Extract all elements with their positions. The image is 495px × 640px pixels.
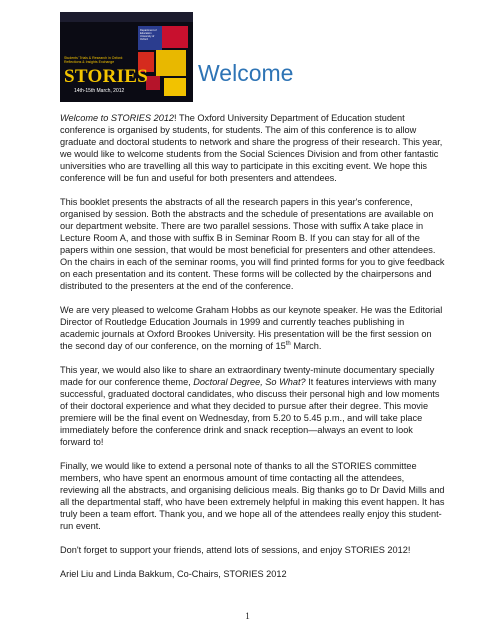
page-title: Welcome bbox=[198, 60, 294, 86]
banner-tagline: Students' Trials & Research in Oxford: Reflections & Insights Exchange bbox=[64, 56, 124, 64]
paragraph-booklet: This booklet presents the abstracts of all the research papers in this year's conference, organised by session. Both the abstracts and the schedule of presentations are available on our department website. There are two parallel sessions. Those with suffix A take place in Lecture Room A, and those with suffix B in Seminar Room B. If you can stay for all of the papers within one session, that would be most beneficial for presenters and other attendees. On the chairs in each of the seminar rooms, you will find printed forms for you to give feedback on each presentation and its content. These forms will be collected by the chairpersons and distributed to the presenters at the end of the conference. bbox=[60, 197, 445, 291]
paragraph-keynote bbox=[60, 304, 445, 352]
banner-dates: 14th-15th March, 2012 bbox=[74, 88, 125, 94]
keynote-end: March. bbox=[290, 341, 322, 351]
paragraph-intro bbox=[60, 112, 445, 184]
documentary-start: This year, we would also like to share an extraordinary twenty-minute documentary specially made for our conference theme, bbox=[60, 365, 435, 387]
welcome-body bbox=[60, 112, 445, 592]
paragraph-thanks: Finally, we would like to extend a personal note of thanks to all the STORIES committee members, who have spent an enormous amount of time contacting all the attendees, reviewing all the abstracts, and organising delicious meals. Big thanks go to Dr David Mills and all the departmental staff, who have been extremely helpful in making this event happen. It has truly been a team effort. Thank you, and we hope all of the attendees really enjoy this student-run event. bbox=[60, 461, 445, 531]
paragraph-documentary bbox=[60, 364, 445, 448]
page-number: 1 bbox=[245, 611, 250, 621]
intro-emphasis: Welcome to STORIES 2012 bbox=[60, 113, 175, 123]
documentary-title: Doctoral Degree, So What? bbox=[193, 377, 306, 387]
banner-yellow-block bbox=[164, 78, 186, 96]
paragraph-closing: Don't forget to support your friends, attend lots of sessions, and enjoy STORIES 2012! bbox=[60, 545, 411, 555]
intro-text: ! The Oxford University Department of Education student conference is organised by students, for students. The aim of this conference is to allow graduate and doctoral students to network and share the progress of their research. This year, we would like to welcome students from the Social Sciences Division and from other fantastic universities who are travelling all this way to participate in this exciting event. We hope this conference will be fun and useful for both presenters and attendees. bbox=[60, 113, 443, 183]
banner-yellow-square bbox=[156, 50, 186, 76]
banner-top-stripe bbox=[60, 12, 193, 22]
banner-logo-text: STORIES bbox=[64, 66, 149, 87]
ordinal-suffix: th bbox=[285, 340, 291, 347]
stories-banner-logo bbox=[60, 12, 193, 102]
signature: Ariel Liu and Linda Bakkum, Co-Chairs, STORIES 2012 bbox=[60, 569, 287, 579]
banner-red-square bbox=[162, 26, 188, 48]
keynote-text: We are very pleased to welcome Graham Hobbs as our keynote speaker. He was the Editorial Director of Routledge Education Journals in 1999 and currently teaches publishing in academic journals at Oxford Brookes University. His presentation will be the first session on the second day of our conference, on the morning of 15 bbox=[60, 305, 443, 351]
documentary-text: It features interviews with many successful, graduated doctoral candidates, who discuss their personal high and low moments of their doctoral experience and what they decided to pursue after their degree. This movie premiere will be the final event on Wednesday, from 5.20 to 5.45 p.m., and will take place immediately before the conference drink and snack reception—always an event to look forward to! bbox=[60, 377, 440, 447]
banner-dept-label: Department of Education University of Oxford bbox=[140, 29, 157, 41]
